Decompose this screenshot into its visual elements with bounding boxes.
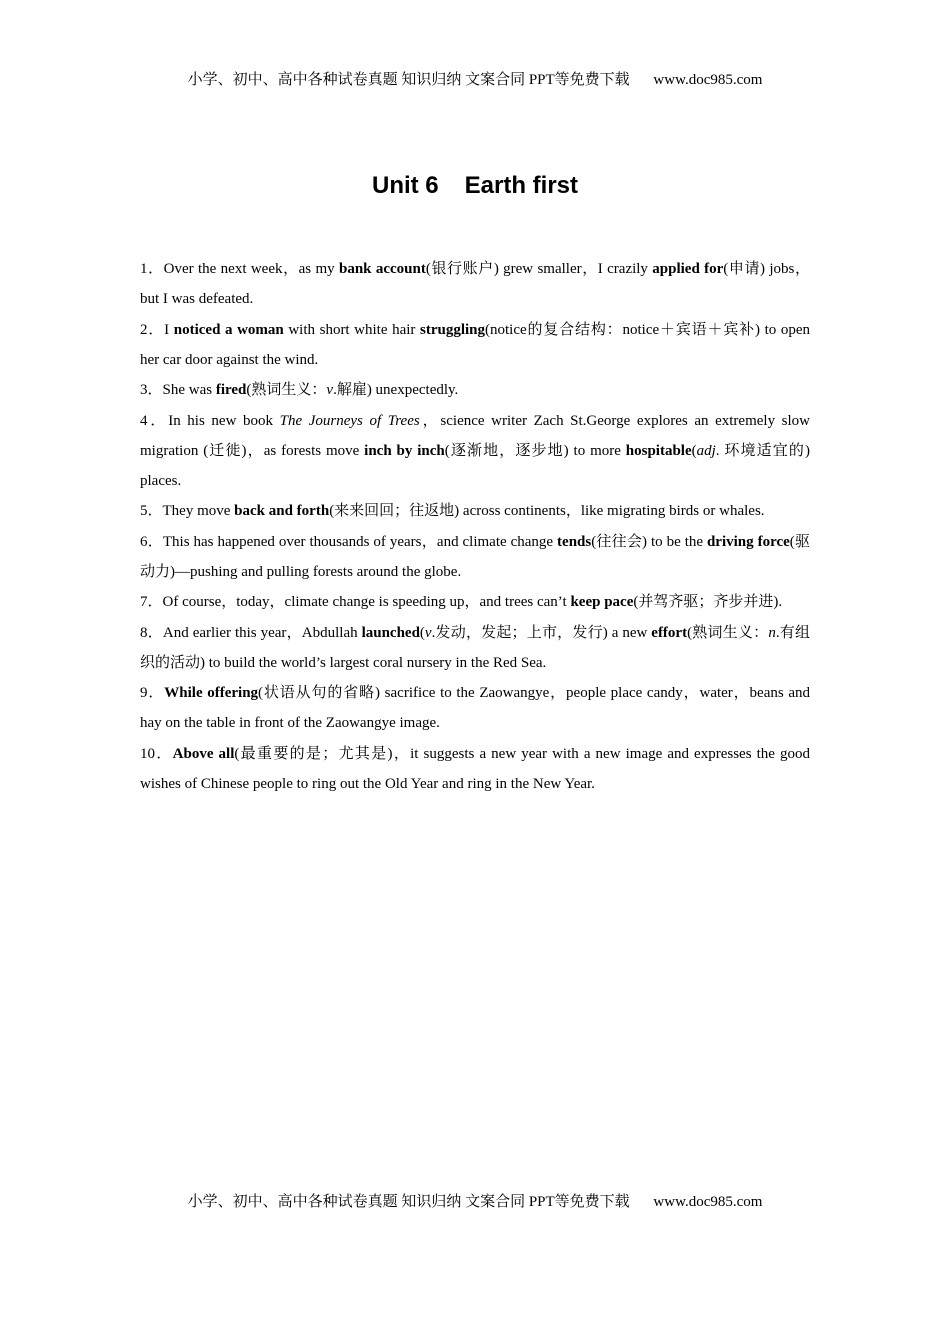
key-phrase: applied for — [652, 261, 724, 277]
footer-url[interactable]: www.doc985.com — [653, 1194, 763, 1210]
sentence-item — [140, 375, 810, 405]
sentence-text: . 环境适宜的) places. — [140, 442, 810, 489]
key-phrase: Above all — [172, 745, 235, 762]
key-phrase: fired — [215, 382, 247, 398]
header-url[interactable]: www.doc985.com — [653, 72, 763, 88]
sentence-text: 8．And earlier this year，Abdullah — [140, 624, 362, 641]
italic-term: n — [768, 624, 776, 641]
sentence-text: 5．They move — [140, 503, 235, 519]
sentence-text: 3．She was — [140, 382, 216, 398]
sentence-item — [140, 587, 810, 617]
sentence-item — [140, 739, 810, 799]
sentence-item — [140, 406, 810, 496]
sentence-list — [140, 254, 810, 799]
sentence-text: (最重要的是；尤其是)，it suggests a new year with a new image and expresses the good wishes of Chinese people to ring out the Old Year and ring in the New Year. — [140, 745, 810, 792]
sentence-text: ( — [691, 442, 697, 459]
sentence-text: (状语从句的省略) sacrifice to the Zaowangye，people place candy，water，beans and hay on the table in front of the Zaowangye image. — [140, 685, 810, 731]
sentence-text: (往往会) to be the — [591, 533, 707, 550]
sentence-text: .解雇) unexpectedly. — [333, 382, 459, 398]
sentence-text: (来来回回；往返地) across continents，like migrating birds or whales. — [329, 503, 765, 519]
sentence-item — [140, 315, 810, 375]
sentence-text: (并驾齐驱；齐步并进). — [633, 594, 783, 610]
sentence-text: 10． — [140, 745, 173, 762]
sentence-text: 1．Over the next week，as my — [140, 261, 339, 277]
key-phrase: back and forth — [234, 503, 330, 519]
sentence-text: (逐渐地，逐步地) to more — [444, 442, 626, 459]
key-phrase: inch by inch — [364, 442, 445, 459]
key-phrase: noticed a woman — [173, 321, 284, 338]
sentence-text: 9． — [140, 685, 165, 701]
header-text: 小学、初中、高中各种试卷真题 知识归纳 文案合同 PPT等免费下载 — [187, 72, 630, 88]
sentence-text: ( — [419, 624, 425, 641]
sentence-text: (notice的复合结构：notice＋宾语＋宾补) to open her car door against the wind. — [140, 321, 810, 368]
sentence-item — [140, 527, 810, 587]
sentence-text: (银行账户) grew smaller，I crazily — [425, 261, 653, 277]
title-unit: Unit 6 — [371, 172, 439, 199]
sentence-text: 6．This has happened over thousands of years，and climate change — [140, 533, 558, 550]
sentence-text: (驱动力)—pushing and pulling forests around the globe. — [140, 533, 810, 580]
sentence-text: .有组织的活动) to build the world’s largest coral nursery in the Red Sea. — [140, 624, 810, 671]
sentence-text: with short white hair — [283, 321, 420, 338]
key-phrase: struggling — [420, 321, 486, 338]
sentence-text: (申请) jobs，but I was defeated. — [140, 261, 810, 307]
sentence-item — [140, 618, 810, 678]
key-phrase: driving force — [706, 533, 790, 550]
key-phrase: tends — [557, 533, 592, 550]
italic-term: adj — [696, 442, 716, 459]
italic-term: The Journeys of Trees — [279, 412, 420, 429]
key-phrase: keep pace — [570, 594, 634, 610]
sentence-item — [140, 496, 810, 526]
sentence-text: 2．I — [140, 321, 174, 338]
sentence-text: .发动，发起；上市，发行) a new — [431, 624, 652, 641]
italic-term: v — [424, 624, 432, 641]
sentence-item — [140, 678, 810, 738]
sentence-text: 4．In his new book — [140, 412, 280, 429]
page-header — [0, 68, 950, 89]
page-title — [0, 172, 950, 200]
sentence-text: (熟词生义： — [246, 382, 327, 398]
sentence-text: 7．Of course，today，climate change is speeding up，and trees can’t — [140, 594, 571, 610]
sentence-text: ，science writer Zach St.George explores an extremely slow migration (迁徙)，as forests move — [140, 412, 811, 459]
sentence-item — [140, 254, 810, 314]
title-name: Earth first — [464, 172, 579, 199]
key-phrase: effort — [651, 624, 688, 641]
key-phrase: While offering — [164, 685, 259, 701]
page-footer — [0, 1190, 950, 1211]
key-phrase: launched — [361, 624, 420, 641]
key-phrase: hospitable — [625, 442, 692, 459]
footer-text: 小学、初中、高中各种试卷真题 知识归纳 文案合同 PPT等免费下载 — [187, 1194, 630, 1210]
key-phrase: bank account — [339, 261, 426, 277]
sentence-text: (熟词生义： — [687, 624, 769, 641]
italic-term: v — [326, 382, 334, 398]
